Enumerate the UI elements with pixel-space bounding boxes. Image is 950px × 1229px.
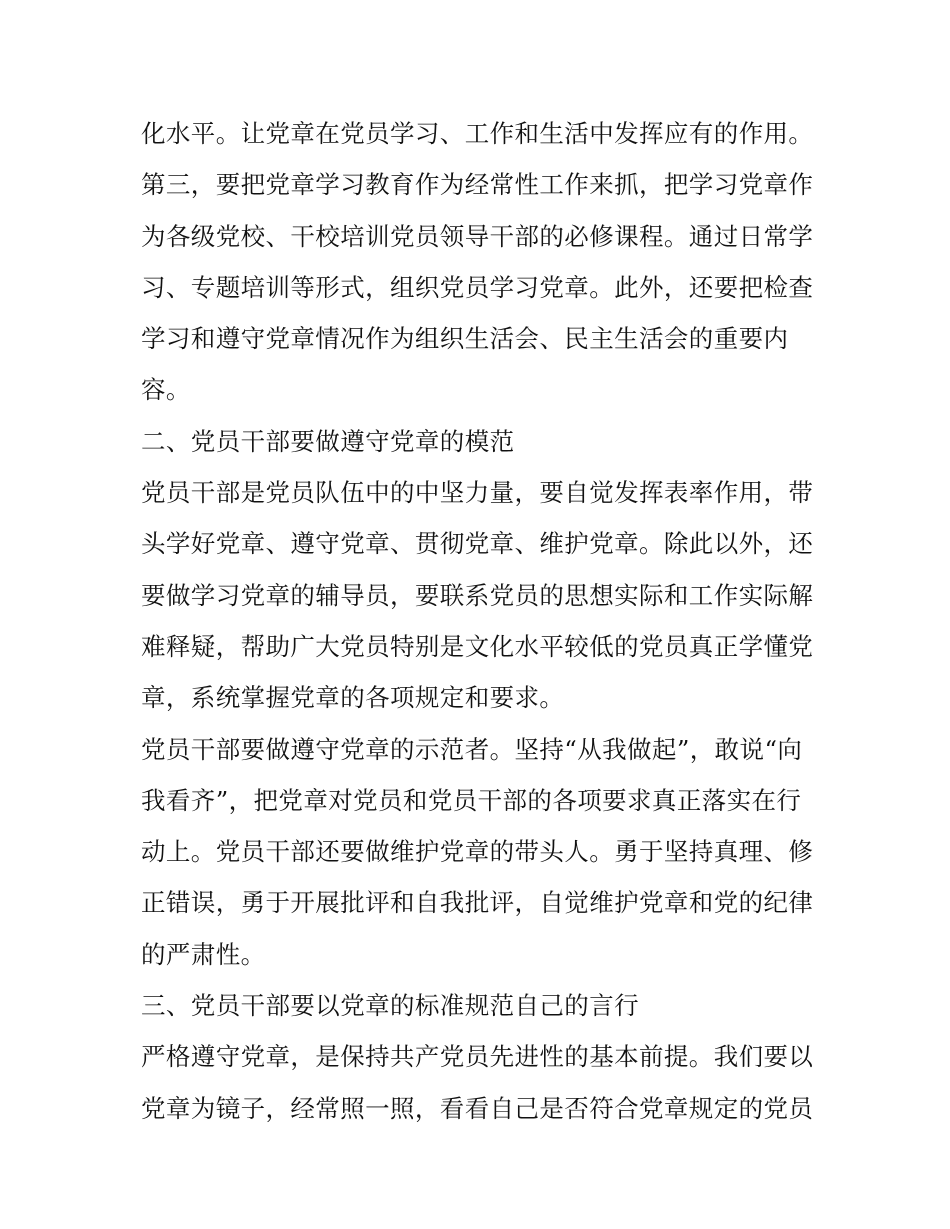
text-line: 第三，要把党章学习教育作为经常性工作来抓，把学习党章作 xyxy=(141,170,814,200)
text-line: 章，系统掌握党章的各项规定和要求。 xyxy=(141,683,565,713)
section-heading: 二、党员干部要做遵守党章的模范 xyxy=(141,426,515,456)
text-line: 难释疑，帮助广大党员特别是文化水平较低的党员真正学懂党 xyxy=(141,631,814,661)
text-line: 党员干部是党员队伍中的中坚力量，要自觉发挥表率作用，带 xyxy=(141,478,814,508)
text-line: 化水平。让党章在党员学习、工作和生活中发挥应有的作用。 xyxy=(141,119,814,148)
text-line: 党章为镜子，经常照一照，看看自己是否符合党章规定的党员 xyxy=(141,1093,814,1123)
text-line: 正错误，勇于开展批评和自我批评，自觉维护党章和党的纪律 xyxy=(141,888,814,918)
text-line: 为各级党校、干校培训党员领导干部的必修课程。通过日常学 xyxy=(141,221,814,251)
text-line: 的严肃性。 xyxy=(141,939,266,969)
body-text xyxy=(141,108,831,1134)
text-line: 容。 xyxy=(141,375,191,405)
text-line: 党员干部要做遵守党章的示范者。坚持“从我做起”，敢说“向 xyxy=(141,734,803,764)
text-line: 学习和遵守党章情况作为组织生活会、民主生活会的重要内 xyxy=(141,324,789,354)
text-line: 要做学习党章的辅导员，要联系党员的思想实际和工作实际解 xyxy=(141,580,814,610)
text-line: 严格遵守党章，是保持共产党员先进性的基本前提。我们要以 xyxy=(141,1042,814,1072)
section-heading: 三、党员干部要以党章的标准规范自己的言行 xyxy=(141,991,639,1021)
text-line: 头学好党章、遵守党章、贯彻党章、维护党章。除此以外，还 xyxy=(141,529,814,559)
text-line: 习、专题培训等形式，组织党员学习党章。此外，还要把检查 xyxy=(141,272,814,302)
text-line: 我看齐”，把党章对党员和党员干部的各项要求真正落实在行 xyxy=(141,785,802,815)
text-line: 动上。党员干部还要做维护党章的带头人。勇于坚持真理、修 xyxy=(141,837,814,867)
